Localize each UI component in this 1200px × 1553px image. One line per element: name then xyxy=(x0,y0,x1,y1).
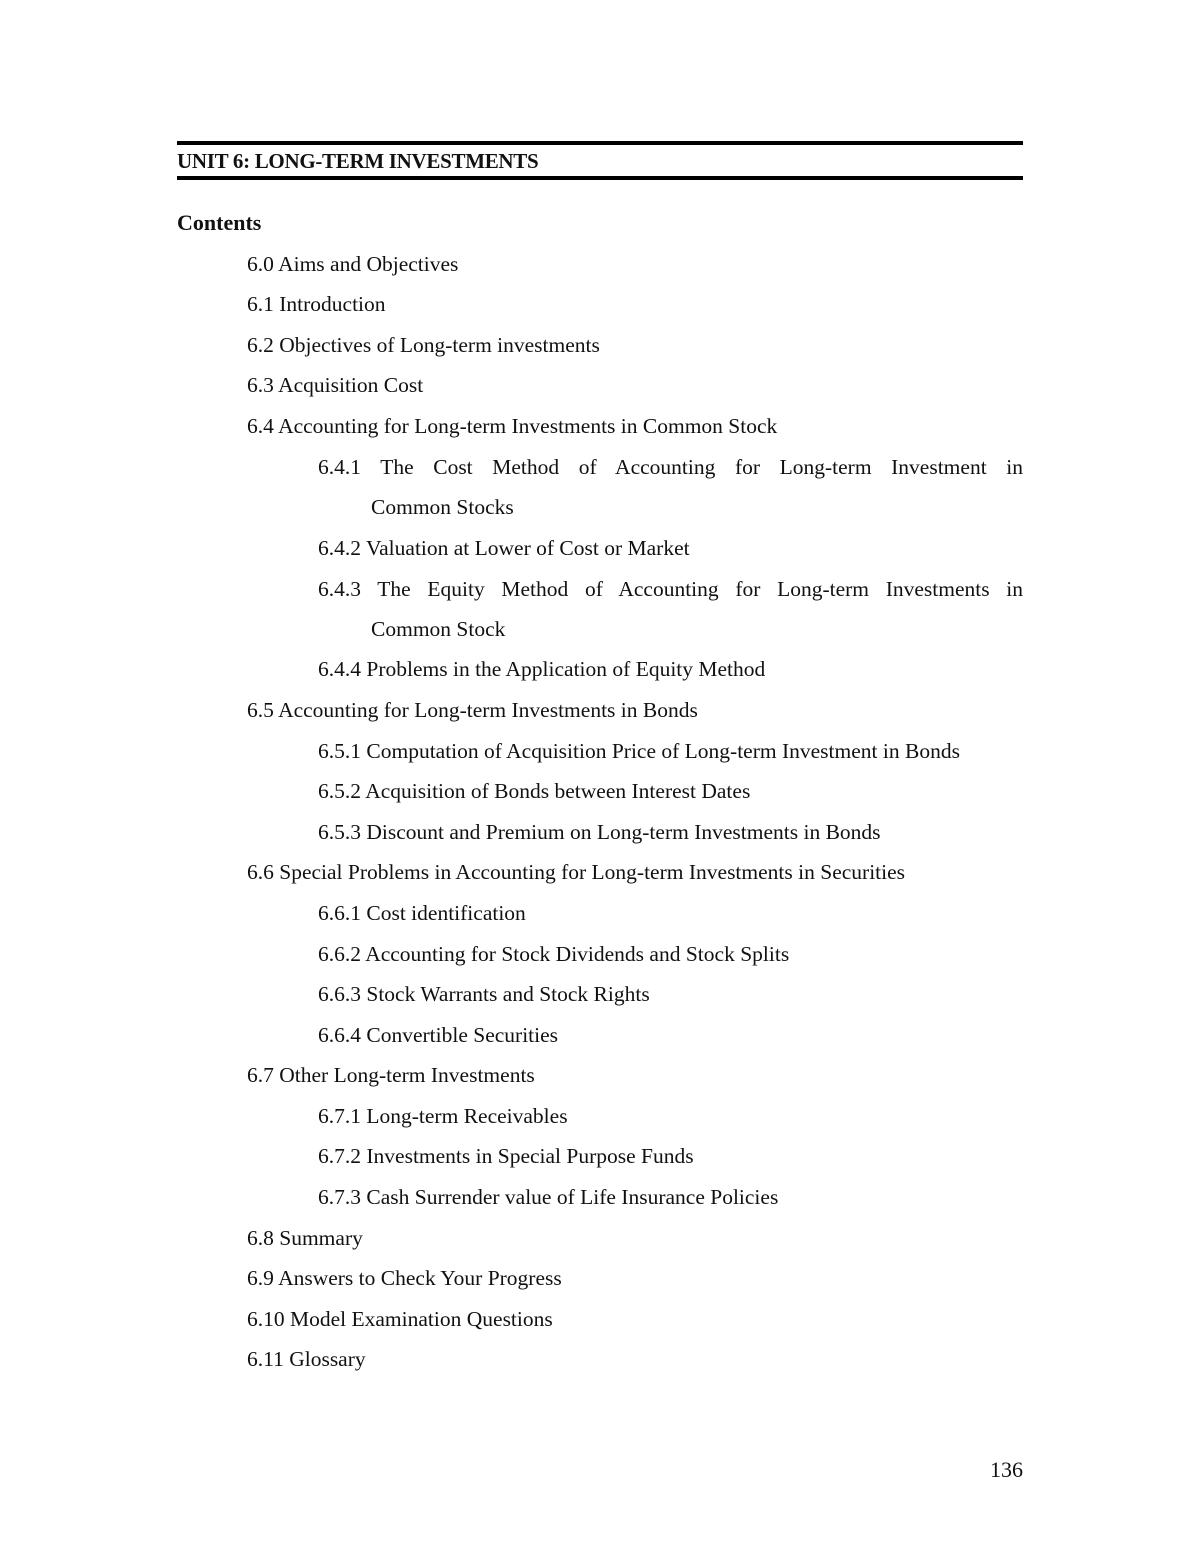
toc-item-6-7-1: 6.7.1 Long-term Receivables xyxy=(318,1104,568,1128)
toc-item-6-3: 6.3 Acquisition Cost xyxy=(247,373,424,397)
toc-item-6-2: 6.2 Objectives of Long-term investments xyxy=(247,333,600,357)
toc-item-6-10: 6.10 Model Examination Questions xyxy=(247,1307,553,1331)
toc-item-6-4-3-line1: 6.4.3 The Equity Method of Accounting for Long-term Investments in xyxy=(318,577,1023,601)
toc-item-6-7: 6.7 Other Long-term Investments xyxy=(247,1063,535,1087)
toc-item-6-5-1: 6.5.1 Computation of Acquisition Price of Long-term Investment in Bonds xyxy=(318,739,960,763)
toc-item-6-4-4: 6.4.4 Problems in the Application of Equity Method xyxy=(318,657,766,681)
toc-item-6-6-1: 6.6.1 Cost identification xyxy=(318,901,526,925)
contents-heading: Contents xyxy=(177,210,262,235)
toc-item-6-11: 6.11 Glossary xyxy=(247,1347,366,1371)
toc-item-6-8: 6.8 Summary xyxy=(247,1226,363,1250)
toc-item-6-0: 6.0 Aims and Objectives xyxy=(247,252,459,276)
toc-item-6-4: 6.4 Accounting for Long-term Investments in Common Stock xyxy=(247,414,778,438)
toc-item-6-4-3-line2: Common Stock xyxy=(371,617,506,641)
toc-item-6-4-3 xyxy=(318,569,1023,649)
unit-title: UNIT 6: LONG-TERM INVESTMENTS xyxy=(177,149,539,173)
toc-item-6-1: 6.1 Introduction xyxy=(247,292,386,316)
toc-item-6-5: 6.5 Accounting for Long-term Investments in Bonds xyxy=(247,698,698,722)
toc-item-6-4-1-line1: 6.4.1 The Cost Method of Accounting for Long-term Investment in xyxy=(318,455,1023,479)
toc-item-6-7-2: 6.7.2 Investments in Special Purpose Funds xyxy=(318,1144,694,1168)
toc-item-6-6-3: 6.6.3 Stock Warrants and Stock Rights xyxy=(318,982,650,1006)
toc-item-6-4-2: 6.4.2 Valuation at Lower of Cost or Market xyxy=(318,536,690,560)
toc-item-6-6-4: 6.6.4 Convertible Securities xyxy=(318,1023,559,1047)
page-number: 136 xyxy=(990,1457,1023,1482)
toc-item-6-6-2: 6.6.2 Accounting for Stock Dividends and Stock Splits xyxy=(318,942,790,966)
toc-item-6-4-1-line2: Common Stocks xyxy=(371,495,514,519)
toc-item-6-4-1 xyxy=(318,447,1023,527)
toc-item-6-9: 6.9 Answers to Check Your Progress xyxy=(247,1266,562,1290)
toc-item-6-5-2: 6.5.2 Acquisition of Bonds between Interest Dates xyxy=(318,779,751,803)
toc-item-6-5-3: 6.5.3 Discount and Premium on Long-term Investments in Bonds xyxy=(318,820,881,844)
toc-item-6-6: 6.6 Special Problems in Accounting for Long-term Investments in Securities xyxy=(247,860,906,884)
toc-item-6-7-3: 6.7.3 Cash Surrender value of Life Insurance Policies xyxy=(318,1185,779,1209)
unit-header xyxy=(177,141,1023,180)
